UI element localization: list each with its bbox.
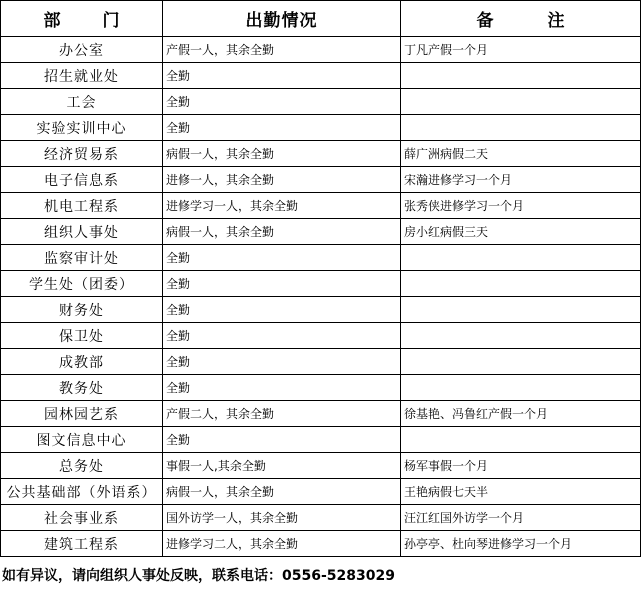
department-cell: 建筑工程系 bbox=[1, 531, 163, 557]
table-header-row bbox=[1, 1, 641, 37]
department-cell: 经济贸易系 bbox=[1, 141, 163, 167]
attendance-cell: 全勤 bbox=[163, 89, 401, 115]
remarks-cell bbox=[401, 245, 641, 271]
department-cell: 保卫处 bbox=[1, 323, 163, 349]
department-cell: 社会事业系 bbox=[1, 505, 163, 531]
department-cell: 电子信息系 bbox=[1, 167, 163, 193]
remarks-cell: 宋瀚进修学习一个月 bbox=[401, 167, 641, 193]
remarks-cell bbox=[401, 271, 641, 297]
table-row bbox=[1, 245, 641, 271]
remarks-cell bbox=[401, 63, 641, 89]
department-cell: 公共基础部（外语系） bbox=[1, 479, 163, 505]
remarks-cell bbox=[401, 427, 641, 453]
department-cell: 实验实训中心 bbox=[1, 115, 163, 141]
table-row bbox=[1, 115, 641, 141]
attendance-cell: 全勤 bbox=[163, 349, 401, 375]
table-row bbox=[1, 271, 641, 297]
remarks-cell: 孙亭亭、杜向琴进修学习一个月 bbox=[401, 531, 641, 557]
department-cell: 监察审计处 bbox=[1, 245, 163, 271]
table-body bbox=[1, 37, 641, 557]
remarks-cell bbox=[401, 323, 641, 349]
remarks-cell bbox=[401, 349, 641, 375]
attendance-cell: 进修一人，其余全勤 bbox=[163, 167, 401, 193]
attendance-cell: 病假一人，其余全勤 bbox=[163, 141, 401, 167]
remarks-cell: 房小红病假三天 bbox=[401, 219, 641, 245]
attendance-cell: 全勤 bbox=[163, 63, 401, 89]
column-header-attendance: 出勤情况 bbox=[163, 1, 401, 37]
table-row bbox=[1, 375, 641, 401]
attendance-cell: 产假一人，其余全勤 bbox=[163, 37, 401, 63]
remarks-cell bbox=[401, 297, 641, 323]
table-row bbox=[1, 349, 641, 375]
department-cell: 教务处 bbox=[1, 375, 163, 401]
remarks-cell: 丁凡产假一个月 bbox=[401, 37, 641, 63]
table-row bbox=[1, 63, 641, 89]
table-row bbox=[1, 193, 641, 219]
table-row bbox=[1, 297, 641, 323]
remarks-cell: 薛广洲病假二天 bbox=[401, 141, 641, 167]
attendance-cell: 产假二人，其余全勤 bbox=[163, 401, 401, 427]
remarks-cell bbox=[401, 89, 641, 115]
attendance-cell: 事假一人,其余全勤 bbox=[163, 453, 401, 479]
table-row bbox=[1, 505, 641, 531]
department-cell: 总务处 bbox=[1, 453, 163, 479]
remarks-cell: 徐基艳、冯鲁红产假一个月 bbox=[401, 401, 641, 427]
table-row bbox=[1, 167, 641, 193]
department-cell: 工会 bbox=[1, 89, 163, 115]
attendance-cell: 病假一人，其余全勤 bbox=[163, 479, 401, 505]
department-cell: 学生处（团委） bbox=[1, 271, 163, 297]
table-row bbox=[1, 323, 641, 349]
table-row bbox=[1, 141, 641, 167]
contact-note: 如有异议，请向组织人事处反映，联系电话：0556-5283029 bbox=[2, 568, 395, 584]
attendance-cell: 病假一人，其余全勤 bbox=[163, 219, 401, 245]
department-cell: 成教部 bbox=[1, 349, 163, 375]
table-row bbox=[1, 89, 641, 115]
remarks-cell: 杨军事假一个月 bbox=[401, 453, 641, 479]
attendance-cell: 全勤 bbox=[163, 323, 401, 349]
attendance-cell: 全勤 bbox=[163, 297, 401, 323]
attendance-cell: 全勤 bbox=[163, 375, 401, 401]
remarks-cell: 王艳病假七天半 bbox=[401, 479, 641, 505]
attendance-cell: 进修学习二人，其余全勤 bbox=[163, 531, 401, 557]
attendance-cell: 国外访学一人，其余全勤 bbox=[163, 505, 401, 531]
attendance-cell: 进修学习一人，其余全勤 bbox=[163, 193, 401, 219]
table-row bbox=[1, 219, 641, 245]
department-cell: 园林园艺系 bbox=[1, 401, 163, 427]
table-row bbox=[1, 401, 641, 427]
attendance-cell: 全勤 bbox=[163, 115, 401, 141]
column-header-department: 部 门 bbox=[1, 1, 163, 37]
attendance-cell: 全勤 bbox=[163, 245, 401, 271]
table-row bbox=[1, 427, 641, 453]
department-cell: 办公室 bbox=[1, 37, 163, 63]
attendance-cell: 全勤 bbox=[163, 271, 401, 297]
table-row bbox=[1, 453, 641, 479]
table-row bbox=[1, 37, 641, 63]
remarks-cell: 张秀侠进修学习一个月 bbox=[401, 193, 641, 219]
column-header-remarks: 备 注 bbox=[401, 1, 641, 37]
table-row bbox=[1, 479, 641, 505]
remarks-cell bbox=[401, 375, 641, 401]
remarks-cell: 汪江红国外访学一个月 bbox=[401, 505, 641, 531]
department-cell: 机电工程系 bbox=[1, 193, 163, 219]
department-cell: 组织人事处 bbox=[1, 219, 163, 245]
remarks-cell bbox=[401, 115, 641, 141]
department-cell: 财务处 bbox=[1, 297, 163, 323]
table-row bbox=[1, 531, 641, 557]
attendance-cell: 全勤 bbox=[163, 427, 401, 453]
department-cell: 招生就业处 bbox=[1, 63, 163, 89]
department-cell: 图文信息中心 bbox=[1, 427, 163, 453]
